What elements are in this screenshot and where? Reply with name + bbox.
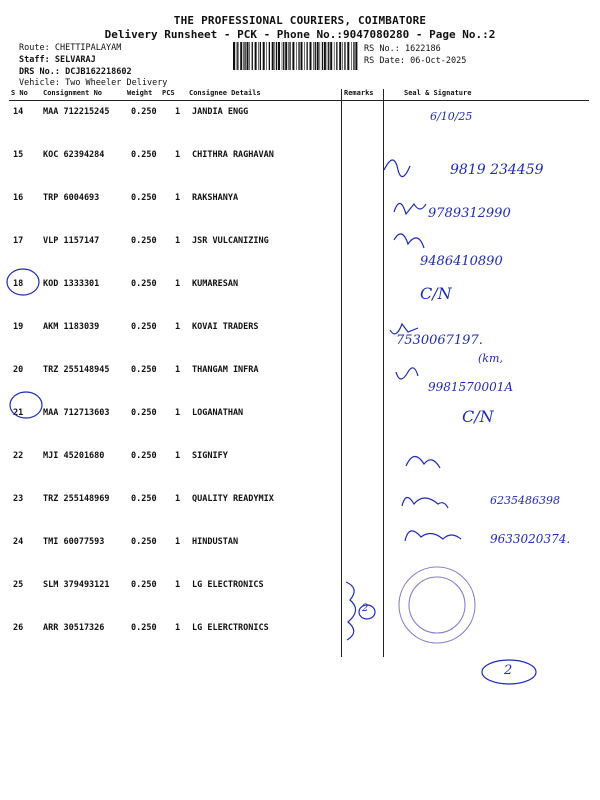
rs-date-label: RS Date: [364, 56, 405, 66]
drs-value: DCJB162218602 [65, 67, 132, 77]
circle-mark-18 [7, 269, 39, 295]
row-weight: 0.250 [131, 193, 157, 203]
handwritten-mark-26: 2 [362, 603, 369, 614]
row-weight: 0.250 [131, 365, 157, 375]
row-consignee: KUMARESAN [192, 279, 239, 289]
row-weight: 0.250 [131, 408, 157, 418]
staff-label: Staff: [19, 55, 50, 65]
row-consignee: JANDIA ENGG [192, 107, 249, 117]
row-consignment: TRP 6004693 [43, 193, 100, 203]
row-sno: 21 [13, 408, 24, 418]
handwritten-phone-19: 7530067197. [396, 333, 483, 348]
row-consignment: VLP 1157147 [43, 236, 100, 246]
handwritten-phone-17: 9486410890 [420, 254, 503, 269]
row-pcs: 1 [175, 451, 181, 461]
col-header-consignee: Consignee Details [189, 89, 261, 97]
row-pcs: 1 [175, 580, 181, 590]
row-consignee: THANGAM INFRA [192, 365, 259, 375]
row-sno: 20 [13, 365, 24, 375]
row-consignee: CHITHRA RAGHAVAN [192, 150, 274, 160]
row-pcs: 1 [175, 623, 181, 633]
row-consignment: TMI 60077593 [43, 537, 105, 547]
row-consignee: LOGANATHAN [192, 408, 244, 418]
route-label: Route: [19, 43, 50, 53]
row-sno: 26 [13, 623, 24, 633]
circle-mark-21 [10, 392, 42, 418]
row-sno: 18 [13, 279, 24, 289]
handwritten-phone-20: 9981570001A [428, 380, 514, 394]
row-sno: 22 [13, 451, 24, 461]
rs-date-value: 06-Oct-2025 [410, 56, 467, 66]
row-weight: 0.250 [131, 451, 157, 461]
handwritten-phone-15: 9819 234459 [450, 162, 544, 178]
row-weight: 0.250 [131, 236, 157, 246]
row-pcs: 1 [175, 107, 181, 117]
row-consignment: TRZ 255148945 [43, 365, 110, 375]
row-pcs: 1 [175, 494, 181, 504]
runsheet-subtitle: Delivery Runsheet - PCK - Phone No.:9047080280 - Page No.:2 [104, 28, 496, 41]
row-pcs: 1 [175, 193, 181, 203]
handwritten-cn-21: C/N [462, 407, 494, 426]
row-pcs: 1 [175, 365, 181, 375]
row-consignee: LG ELECTRONICS [192, 580, 264, 590]
row-pcs: 1 [175, 150, 181, 160]
row-pcs: 1 [175, 537, 181, 547]
col-header-seal: Seal & Signature [404, 89, 472, 97]
row-sno: 16 [13, 193, 24, 203]
row-sno: 17 [13, 236, 24, 246]
row-consignment: KOD 1333301 [43, 279, 100, 289]
row-weight: 0.250 [131, 580, 157, 590]
col-header-pcs: PCS [162, 89, 175, 97]
row-weight: 0.250 [131, 623, 157, 633]
row-pcs: 1 [175, 408, 181, 418]
row-consignee: JSR VULCANIZING [192, 236, 269, 246]
row-sno: 24 [13, 537, 24, 547]
brace-mark [346, 582, 356, 640]
row-sno: 15 [13, 150, 24, 160]
handwritten-phone-16: 9789312990 [428, 206, 511, 221]
row-weight: 0.250 [131, 322, 157, 332]
row-weight: 0.250 [131, 279, 157, 289]
row-pcs: 1 [175, 279, 181, 289]
row-sno: 23 [13, 494, 24, 504]
staff-value: SELVARAJ [54, 55, 96, 65]
row-pcs: 1 [175, 322, 181, 332]
row-weight: 0.250 [131, 107, 157, 117]
rs-no-value: 1622186 [404, 44, 441, 54]
row-consignment: MJI 45201680 [43, 451, 105, 461]
row-consignee: LG ELERCTRONICS [192, 623, 269, 633]
handwritten-date-14: 6/10/25 [430, 110, 473, 123]
handwritten-footer-mark: 2 [504, 663, 513, 678]
handwritten-note-20: (km, [478, 352, 503, 365]
vehicle-label: Vehicle: [19, 78, 60, 88]
row-sno: 25 [13, 580, 24, 590]
route-value: CHETTIPALAYAM [54, 43, 122, 53]
handwritten-cn-18: C/N [420, 284, 452, 303]
row-pcs: 1 [175, 236, 181, 246]
handwritten-phone-23: 6235486398 [490, 494, 560, 507]
row-consignee: KOVAI TRADERS [192, 322, 259, 332]
row-consignment: AKM 1183039 [43, 322, 100, 332]
row-sno: 19 [13, 322, 24, 332]
row-consignment: TRZ 255148969 [43, 494, 110, 504]
drs-label: DRS No.: [19, 67, 60, 77]
row-consignee: HINDUSTAN [192, 537, 239, 547]
vehicle-value: Two Wheeler Delivery [65, 78, 168, 88]
row-sno: 14 [13, 107, 24, 117]
row-consignee: RAKSHANYA [192, 193, 239, 203]
col-header-consignment: Consignment No [43, 89, 103, 97]
rs-no-label: RS No.: [364, 44, 400, 54]
row-weight: 0.250 [131, 494, 157, 504]
col-header-remarks: Remarks [344, 89, 374, 97]
row-weight: 0.250 [131, 537, 157, 547]
row-consignment: KOC 62394284 [43, 150, 105, 160]
row-consignment: MAA 712713603 [43, 408, 110, 418]
runsheet-title: THE PROFESSIONAL COURIERS, COIMBATORE [173, 14, 427, 27]
round-stamp [399, 567, 475, 643]
row-consignee: SIGNIFY [192, 451, 228, 461]
row-consignment: ARR 30517326 [43, 623, 105, 633]
row-consignment: SLM 379493121 [43, 580, 110, 590]
col-header-sno: S No [11, 89, 28, 97]
col-header-weight: Weight [127, 89, 153, 97]
row-consignee: QUALITY READYMIX [192, 494, 274, 504]
row-consignment: MAA 712215245 [43, 107, 110, 117]
handwritten-phone-24: 9633020374. [490, 532, 571, 546]
row-weight: 0.250 [131, 150, 157, 160]
